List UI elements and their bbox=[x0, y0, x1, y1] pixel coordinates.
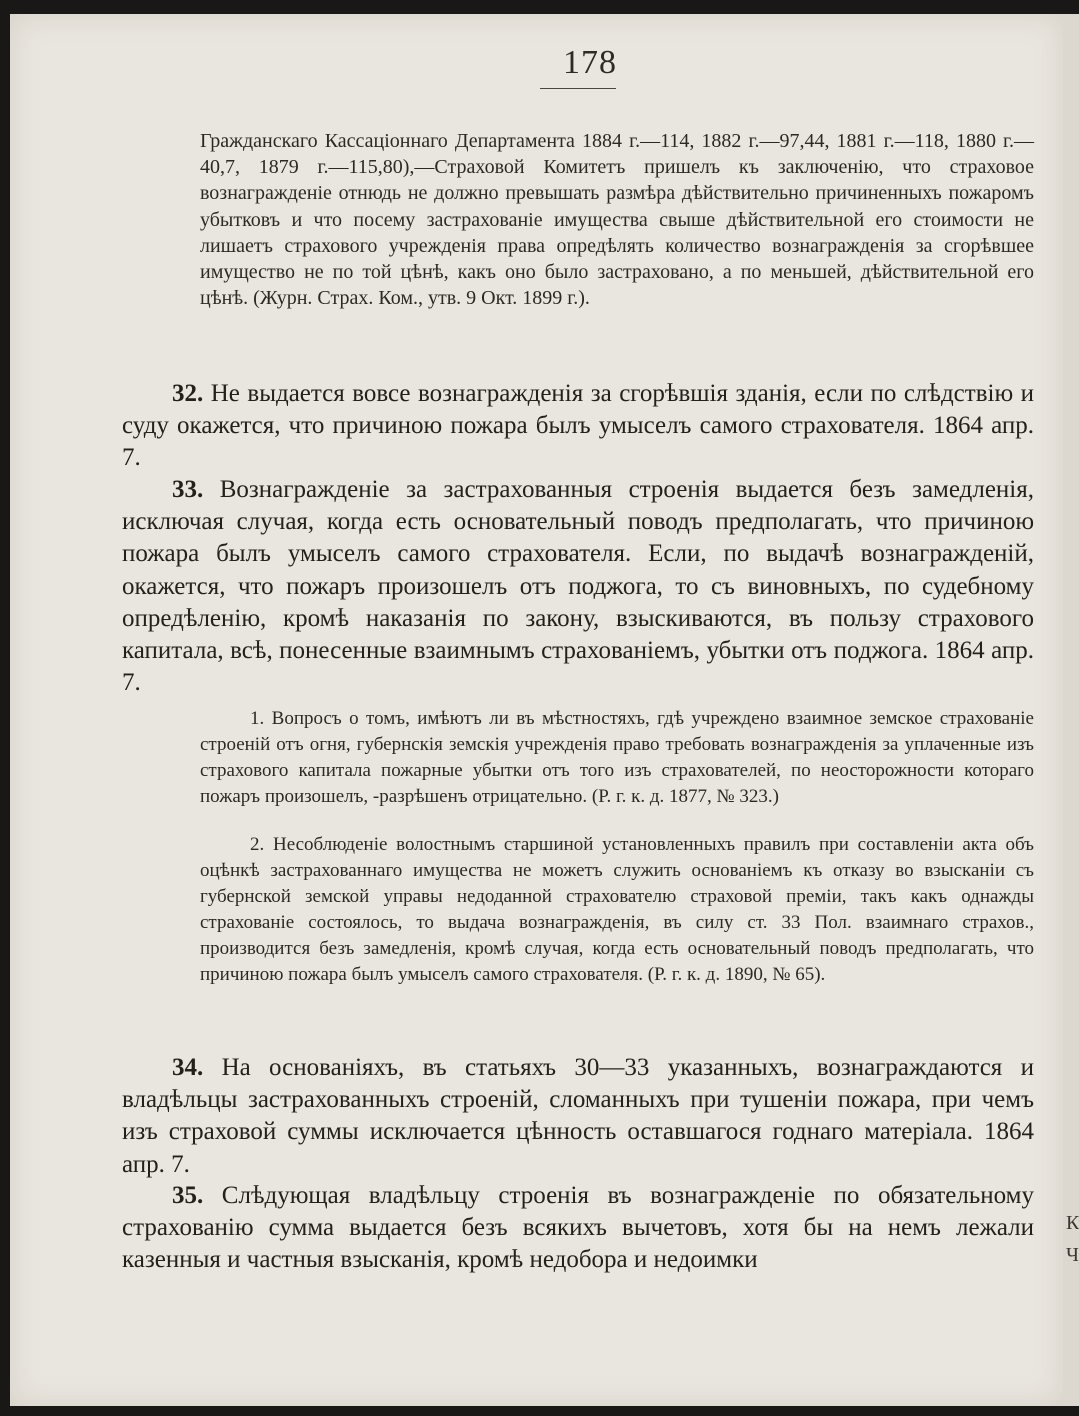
article-text: Слѣдующая владѣльцу строенія въ вознагражденіе по обязательному страхованію сумма выдается безъ всякихъ вычетовъ, хотя бы на немъ лежали казенныя и частныя взысканія, кромѣ недобора и недоимки bbox=[122, 1182, 1034, 1274]
note-text: 1. Вопросъ о томъ, имѣютъ ли въ мѣстностяхъ, гдѣ учреждено взаимное земское страхованіе строеній отъ огня, губернскія земскія учрежденія право требовать вознагражденія за уплаченные изъ страхового капитала пожарные убытки отъ того изъ страхователей, по неосторожности котораго пожаръ произошелъ, -разрѣшенъ отрицательно. (Р. г. к. д. 1877, № 323.) bbox=[200, 708, 1034, 807]
article-number: 33. bbox=[172, 476, 204, 503]
article-number: 35. bbox=[172, 1182, 204, 1209]
note-1 bbox=[200, 706, 1034, 810]
adjacent-page-edge bbox=[1063, 14, 1079, 1406]
note-2 bbox=[200, 832, 1034, 987]
continuation-paragraph: Гражданскаго Кассаціоннаго Департамента 1884 г.—114, 1882 г.—97,44, 1881 г.—118, 1880 г.—40,7, 1879 г.—115,80),—Страховой Комитетъ пришелъ къ заключенію, что страховое вознагражденіе отнюдь не должно превышать размѣра дѣйствительно причиненныхъ пожаромъ убытковъ и что посему застрахованіе имущества свыше дѣйствительной его стоимости не лишаетъ страхового учрежденія права опредѣлять количество вознагражденія за сгорѣвшее имущество не по той цѣнѣ, какъ оно было застраховано, а по меньшей, дѣйствительной его цѣнѣ. (Журн. Страх. Ком., утв. 9 Окт. 1899 г.). bbox=[200, 130, 1034, 310]
article-number: 34. bbox=[172, 1054, 204, 1081]
page-number-rule bbox=[540, 88, 616, 89]
article-text: На основаніяхъ, въ статьяхъ 30—33 указанныхъ, вознаграждаются и владѣльцы застрахованныхъ строеній, сломанныхъ при тушеніи пожара, при чемъ изъ страховой суммы исключается цѣнность оставшагося годнаго матеріала. 1864 апр. 7. bbox=[122, 1054, 1034, 1178]
article-32 bbox=[122, 378, 1034, 475]
article-text: Вознагражденіе за застрахованныя строенія выдается безъ замедленія, исключая случая, когда есть основательный поводъ предполагать, что причиною пожара былъ умыселъ самого страхователя. Если, по выдачѣ вознагражденій, окажется, что пожаръ произошелъ отъ поджога, то съ виновныхъ, по судебному опредѣленію, кромѣ наказанія по закону, взыскиваются, въ пользу страхового капитала, всѣ, понесенные взаимнымъ страхованіемъ, убытки отъ поджога. 1864 апр. 7. bbox=[122, 476, 1035, 697]
article-34 bbox=[122, 1052, 1034, 1181]
note-text: 2. Несоблюденіе волостнымъ старшиной установленныхъ правилъ при составленіи акта объ оцѣнкѣ застрахованнаго имущества не можетъ служить основаніемъ къ отказу во взысканіи съ губернской земской управы недоданной страхователю страховой преміи, такъ какъ однажды страхованіе состоялось, то выдача вознагражденія, въ силу ст. 33 Пол. взаимнаго страхов., производится безъ замедленія, кромѣ случая, когда есть основательный поводъ предполагать, что причиною пожара былъ умыселъ самого страхователя. (Р. г. к. д. 1890, № 65). bbox=[200, 834, 1034, 985]
page-number: 178 bbox=[563, 44, 617, 81]
margin-letter: К bbox=[1066, 1212, 1079, 1234]
margin-letter: Ч bbox=[1066, 1244, 1079, 1266]
article-text: Не выдается вовсе вознагражденія за сгорѣвшія зданія, если по слѣдствію и суду окажется, что причиною пожара былъ умыселъ самого страхователя. 1864 апр. 7. bbox=[122, 380, 1035, 472]
article-33 bbox=[122, 474, 1034, 699]
article-35 bbox=[122, 1180, 1034, 1277]
article-number: 32. bbox=[172, 380, 204, 407]
